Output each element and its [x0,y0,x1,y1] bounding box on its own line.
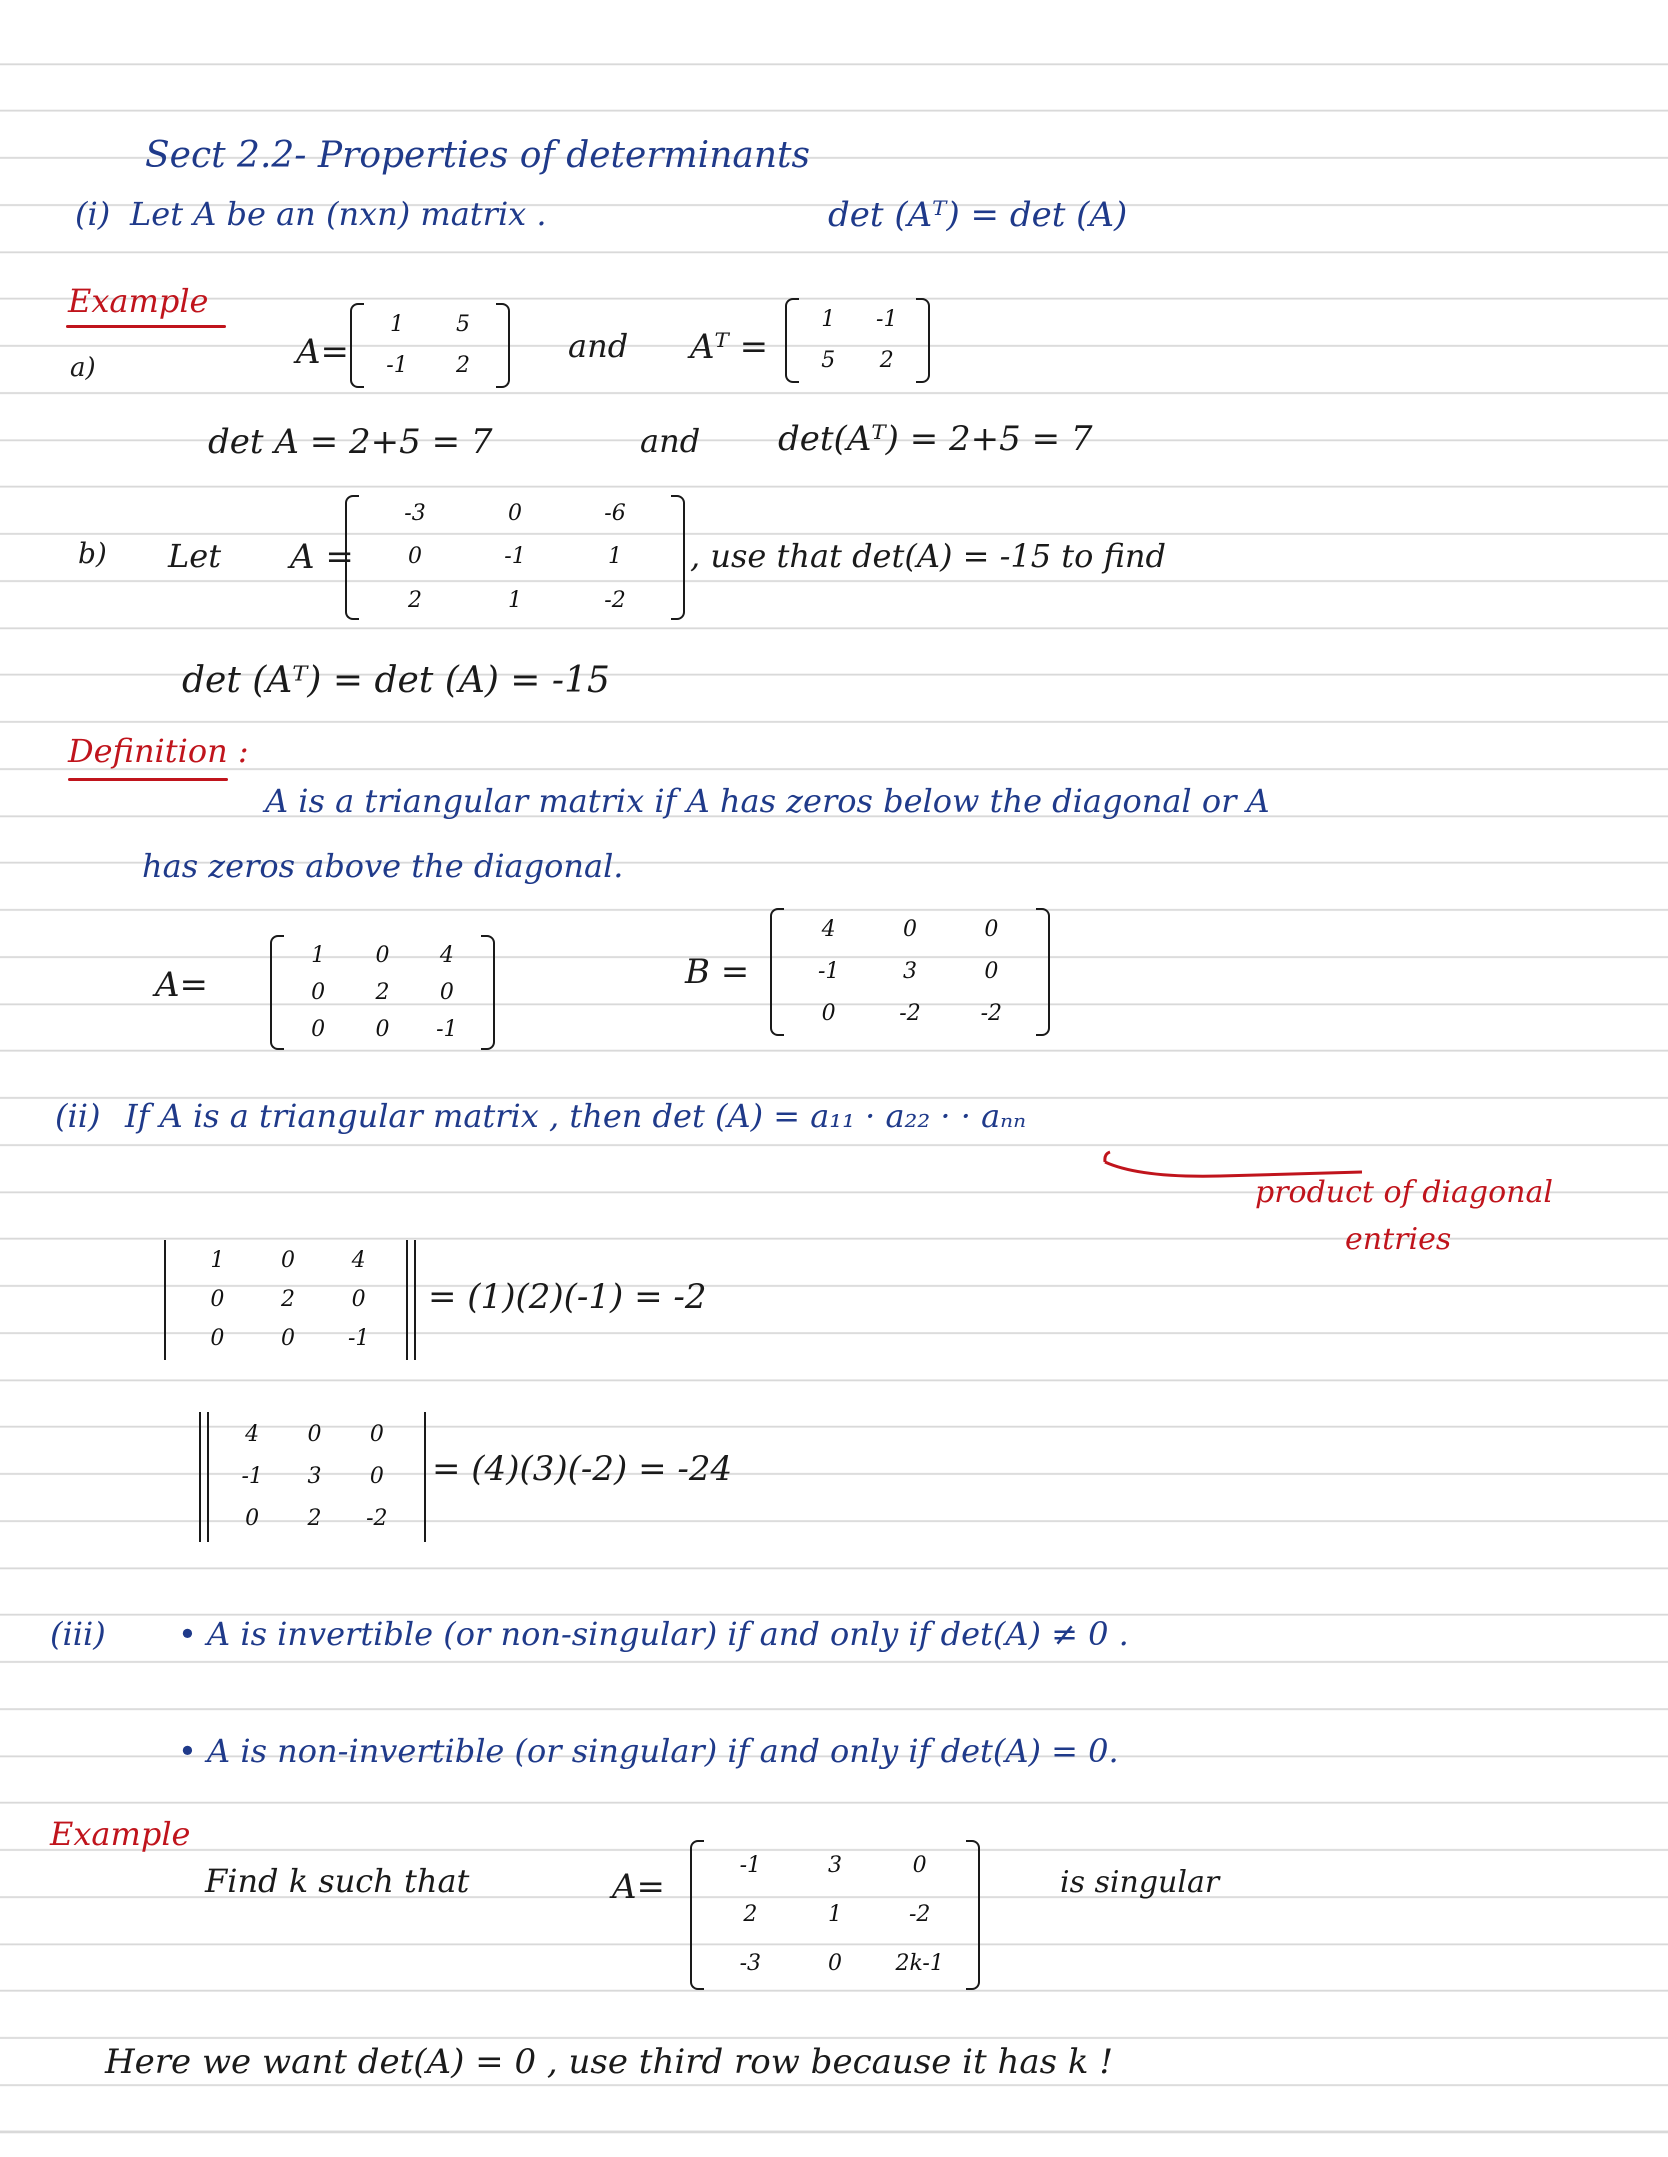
matrix-entry: 3 [902,959,917,984]
matrix-entry: 2 [408,588,422,614]
matrix-entry: -1 [386,353,408,379]
definition-line-2: has zeros above the diagonal. [142,847,624,885]
matrix-entry: -1 [876,306,898,332]
determinant-entry: 1 [210,1248,225,1274]
property-3-bullet-2: • A is non-invertible (or singular) if and only if det(A) = 0. [178,1732,1119,1770]
property-1-label: (i) [75,195,111,233]
example-a-label: a) [70,353,96,383]
matrix-entry: 0 [375,1016,390,1042]
matrix-at-label: Aᵀ = [690,327,769,367]
determinant-entry: 0 [369,1464,384,1489]
determinant-entry: 4 [245,1422,260,1447]
and-text-2: and [640,422,701,460]
matrix-entry: -2 [604,588,626,614]
property-2-note-2: entries [1345,1222,1452,1257]
determinant-entry: 2 [280,1286,295,1312]
determinant-entry: 0 [280,1325,295,1351]
matrix-entry: 3 [827,1852,842,1878]
matrix-3x3-b [345,495,685,620]
property-1-text: Let A be an (nxn) matrix . [130,195,547,233]
definition-b-label: B = [685,952,750,992]
example-heading: Example [68,282,209,320]
matrix-entry: 2 [375,979,390,1005]
and-text: and [568,327,629,365]
matrix-entry: 1 [311,942,326,968]
determinant-entry: 0 [369,1422,384,1447]
find-k-text: Find k such that [205,1862,470,1900]
matrix-entry: 2 [879,348,894,374]
matrix-entry: 0 [408,544,422,570]
matrix-entry: 0 [311,1016,326,1042]
triangular-matrix-a [270,935,495,1050]
matrix-entry: -3 [404,500,426,526]
determinant-2-result: = (4)(3)(-2) = -24 [432,1449,733,1489]
use-text: , use that det(A) = -15 to find [690,537,1167,575]
determinant-entry: -1 [347,1325,370,1351]
matrix-entry: 0 [311,979,326,1005]
determinant-entry: 0 [210,1286,225,1312]
determinant-entry: 0 [245,1506,260,1531]
determinant-entry: 0 [307,1422,322,1447]
is-singular-text: is singular [1060,1865,1220,1900]
matrix-entry: -2 [908,1901,931,1927]
matrix-entry: -2 [980,1001,1003,1026]
matrix-entry: 0 [821,1001,836,1026]
matrix-entry: -6 [604,500,626,526]
example-2-matrix-label: A= [612,1867,666,1907]
property-2-text: If A is a triangular matrix , then det (A) = a₁₁ · a₂₂ · · aₙₙ [125,1097,1027,1135]
matrix-entry: -1 [436,1016,458,1042]
matrix-entry: -3 [739,1951,762,1977]
example-2-heading: Example [50,1815,191,1853]
determinant-1-result: = (1)(2)(-1) = -2 [428,1277,707,1317]
definition-a-label: A= [155,965,209,1005]
determinant-1 [160,1240,420,1360]
matrix-entry: -1 [504,544,526,570]
matrix-entry: 0 [984,917,999,942]
definition-line-1: A is a triangular matrix if A has zeros below the diagonal or A [265,782,1270,820]
matrix-a-label: A= [296,332,350,372]
matrix-entry: 2 [456,353,470,379]
property-1-formula: det (Aᵀ) = det (A) [828,195,1128,235]
matrix-entry: 0 [902,917,917,942]
matrix-b-label: A = [290,537,354,577]
determinant-entry: 0 [280,1248,295,1274]
matrix-entry: 2 [743,1901,758,1927]
matrix-entry: 0 [375,942,390,968]
matrix-entry: 1 [390,311,404,337]
example-2-footer: Here we want det(A) = 0 , use third row because it has k ! [105,2042,1113,2082]
definition-heading: Definition : [68,732,249,770]
matrix-entry: 0 [984,959,999,984]
matrix-a-2x2 [350,303,510,388]
property-2-label: (ii) [55,1097,101,1135]
matrix-entry: 1 [827,1901,842,1927]
triangular-matrix-b [770,908,1050,1036]
example-b-result: det (Aᵀ) = det (A) = -15 [182,660,610,701]
matrix-entry: 1 [821,306,836,332]
matrix-entry: 4 [821,917,836,942]
example-b-label: b) [78,537,107,570]
matrix-entry: -1 [739,1852,762,1878]
page-title: Sect 2.2- Properties of determinants [145,135,810,176]
det-at-line: det(Aᵀ) = 2+5 = 7 [778,419,1093,459]
matrix-at-2x2 [785,298,930,383]
matrix-with-k [690,1840,980,1990]
matrix-entry: -1 [817,959,840,984]
property-3-bullet-1: • A is invertible (or non-singular) if and only if det(A) ≠ 0 . [178,1615,1129,1653]
determinant-entry: 0 [351,1286,366,1312]
determinant-entry: 2 [307,1506,322,1531]
matrix-entry: 0 [508,500,522,526]
matrix-entry: 0 [912,1852,927,1878]
matrix-entry: 0 [827,1951,842,1977]
matrix-entry: 0 [439,979,454,1005]
det-a-line: det A = 2+5 = 7 [208,422,493,462]
determinant-entry: 4 [351,1248,366,1274]
matrix-entry: 5 [456,311,470,337]
matrix-entry: 2k-1 [895,1951,944,1977]
determinant-entry: 3 [307,1464,322,1489]
matrix-entry: 1 [608,544,622,570]
matrix-entry: -2 [899,1001,921,1026]
matrix-entry: 5 [821,348,836,374]
property-3-label: (iii) [50,1615,106,1653]
matrix-entry: 4 [439,942,454,968]
let-text: Let [168,537,222,575]
example-underline [66,325,226,328]
matrix-entry: 1 [508,588,522,614]
determinant-2 [195,1412,430,1542]
definition-underline [68,778,228,781]
determinant-entry: -2 [366,1506,388,1531]
determinant-entry: -1 [241,1464,263,1489]
determinant-entry: 0 [210,1325,225,1351]
property-2-note-1: product of diagonal [1255,1175,1553,1210]
